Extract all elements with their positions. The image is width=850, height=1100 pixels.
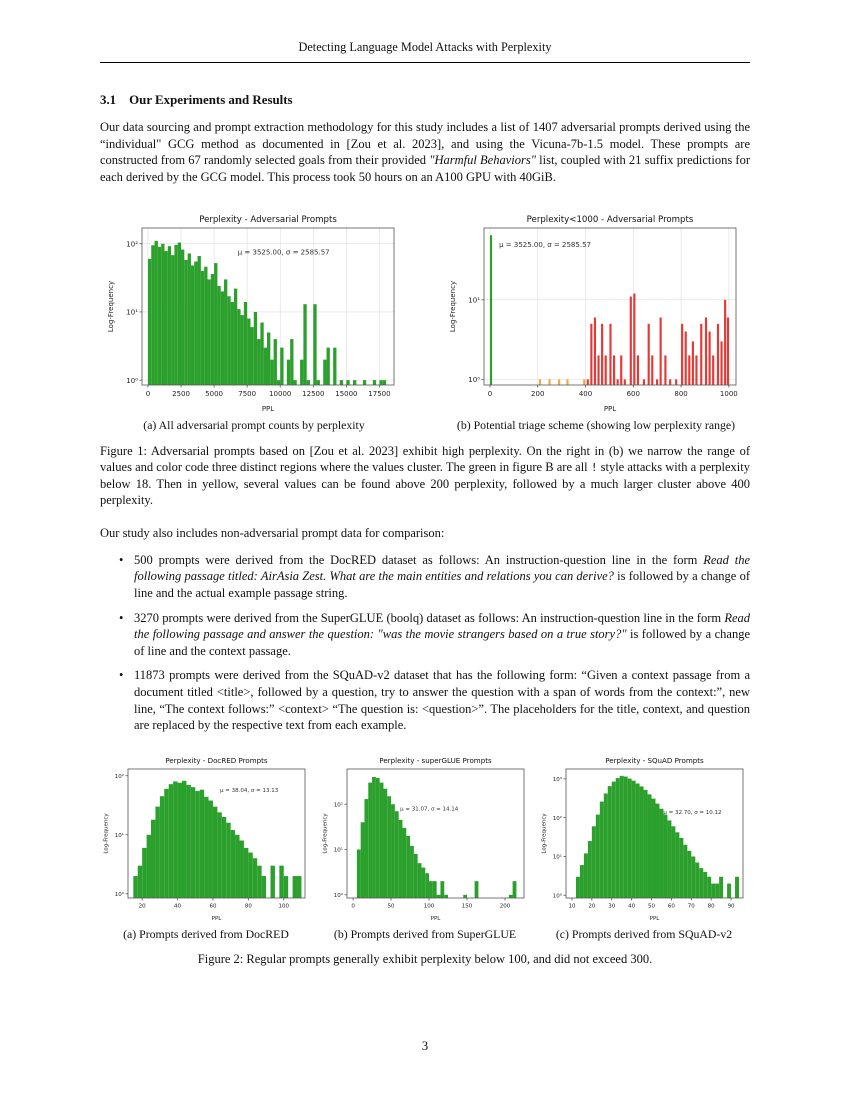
svg-text:800: 800 — [674, 389, 688, 398]
figure2a-subfigure — [100, 754, 312, 942]
svg-text:μ = 31.07, σ = 14.14: μ = 31.07, σ = 14.14 — [400, 806, 459, 813]
svg-text:1000: 1000 — [719, 389, 738, 398]
intro-italic: "Harmful Behaviors" — [429, 153, 536, 168]
figure-2 — [100, 754, 750, 967]
svg-text:10²: 10² — [333, 802, 343, 809]
figure1a-histogram — [104, 208, 404, 413]
svg-text:10²: 10² — [114, 773, 124, 780]
svg-text:90: 90 — [727, 903, 735, 910]
section-heading — [100, 93, 750, 108]
svg-text:7500: 7500 — [238, 389, 257, 398]
bullet-docred-text-2: is followed by a change of line and the actual example passage string. — [134, 569, 750, 600]
svg-text:5000: 5000 — [205, 389, 224, 398]
figure1-caption-text-2: style attacks with a perplexity below 18. Then in yellow, several values can be found above 200 perplexity, followed by a much larger cluster above 400 perplexity. — [100, 460, 751, 508]
histogram-svg — [319, 754, 531, 922]
bullet-docred-italic: Read the following passage titled: AirAsia Zest. What are the main entities and relations you can derive? — [134, 552, 750, 584]
svg-text:10²: 10² — [552, 815, 562, 822]
svg-text:200: 200 — [499, 903, 511, 910]
histogram-svg — [100, 754, 312, 922]
bullet-superglue-text-2: is followed by a change of line and the context passage. — [134, 627, 750, 658]
svg-text:Log-Frequency: Log-Frequency — [107, 280, 115, 332]
svg-text:600: 600 — [626, 389, 640, 398]
svg-text:10¹: 10¹ — [114, 832, 124, 839]
figure-1 — [100, 208, 750, 510]
section-title: Our Experiments and Results — [129, 93, 293, 107]
figure1-caption-text-1: Figure 1: Adversarial prompts based on [Zou et al. 2023] exhibit high perplexity. On the right in (b) we narrow the range of values and color code three distinct regions where the values cluster. The green in figure B are all — [100, 443, 750, 475]
svg-text:PPL: PPL — [261, 404, 275, 413]
svg-text:10³: 10³ — [552, 776, 562, 783]
svg-text:0: 0 — [145, 389, 151, 398]
svg-text:40: 40 — [628, 903, 636, 910]
figure1-row — [100, 208, 750, 433]
svg-text:10¹: 10¹ — [126, 308, 138, 317]
figure1-caption — [100, 443, 750, 510]
figure1b-subfigure — [446, 208, 746, 433]
svg-text:30: 30 — [608, 903, 616, 910]
figure1-caption-code: ! — [590, 461, 598, 475]
figure2a-subcaption: (a) Prompts derived from DocRED — [123, 926, 289, 941]
svg-text:Perplexity - DocRED Prompts: Perplexity - DocRED Prompts — [165, 755, 268, 765]
svg-text:0: 0 — [487, 389, 493, 398]
svg-text:μ = 3525.00, σ = 2585.57: μ = 3525.00, σ = 2585.57 — [237, 248, 330, 257]
intro-text-1: Our data sourcing and prompt extraction methodology for this study includes a list of 1407 adversarial prompts derived using the “individual" GCG method as documented in [Zou et al. 2023], and using the Vicuna-7b-1.5 model. These prompts are constructed from 67 randomly selected goals from their provided — [100, 120, 750, 168]
bullet-docred-text-1: 500 prompts were derived from the DocRED dataset as follows: An instruction-question line in the form — [134, 552, 704, 567]
svg-text:PPL: PPL — [649, 915, 660, 922]
bullet-squad — [134, 667, 750, 734]
histogram-svg — [446, 208, 746, 413]
figure2a-histogram — [100, 754, 312, 922]
figure1b-histogram — [446, 208, 746, 413]
svg-text:80: 80 — [707, 903, 715, 910]
section-number: 3.1 — [100, 93, 117, 107]
svg-text:80: 80 — [244, 903, 252, 910]
svg-text:Log-Frequency: Log-Frequency — [541, 813, 548, 854]
running-head-text: Detecting Language Model Attacks with Perplexity — [298, 40, 552, 54]
svg-text:Perplexity - superGLUE Prompts: Perplexity - superGLUE Prompts — [379, 755, 492, 765]
comparison-lead: Our study also includes non-adversarial prompt data for comparison: — [100, 526, 445, 540]
svg-text:40: 40 — [174, 903, 182, 910]
svg-text:PPL: PPL — [603, 404, 617, 413]
svg-text:20: 20 — [588, 903, 596, 910]
svg-text:10⁰: 10⁰ — [552, 893, 562, 900]
svg-text:10⁰: 10⁰ — [126, 376, 138, 385]
figure2b-subcaption: (b) Prompts derived from SuperGLUE — [333, 926, 517, 941]
svg-text:Perplexity<1000 - Adversarial: Perplexity<1000 - Adversarial Prompts — [526, 214, 694, 225]
svg-text:150: 150 — [461, 903, 473, 910]
svg-text:400: 400 — [578, 389, 593, 398]
bullet-squad-text-1: 11873 prompts were derived from the SQuAD-v2 dataset that has the following form: “Given a context passage from a document titled <title>, followed by a question, try to answer the question with a span of words from the context:”, new line, “The context follows:” <context> “The question is: <question>”. The placeholders for the title, context, and question are replaced by the respective text from each example. — [134, 668, 750, 733]
svg-text:Perplexity - SQuAD Prompts: Perplexity - SQuAD Prompts — [605, 755, 704, 765]
svg-text:10¹: 10¹ — [468, 295, 480, 304]
histogram-svg — [104, 208, 404, 413]
svg-text:μ = 32.70, σ = 10.12: μ = 32.70, σ = 10.12 — [663, 810, 722, 817]
svg-text:10⁰: 10⁰ — [333, 892, 343, 899]
figure2-caption: Figure 2: Regular prompts generally exhibit perplexity below 100, and did not exceed 300. — [197, 951, 653, 966]
svg-text:2500: 2500 — [172, 389, 190, 398]
svg-text:50: 50 — [387, 903, 395, 910]
bullet-docred — [134, 552, 750, 602]
figure2c-subcaption: (c) Prompts derived from SQuAD-v2 — [555, 926, 733, 941]
svg-text:100: 100 — [278, 903, 290, 910]
svg-text:200: 200 — [531, 389, 545, 398]
svg-text:50: 50 — [648, 903, 656, 910]
svg-text:15000: 15000 — [335, 389, 358, 398]
figure2c-subfigure — [538, 754, 750, 942]
svg-text:Log-Frequency: Log-Frequency — [322, 813, 329, 854]
svg-text:70: 70 — [687, 903, 695, 910]
bullet-superglue-text-1: 3270 prompts were derived from the SuperGLUE (boolq) dataset as follows: An instruction-question line in the form — [134, 610, 725, 625]
intro-paragraph — [100, 119, 750, 186]
bullet-superglue-italic: Read the following passage and answer the question: "was the movie strangers based on a true story?" — [134, 610, 750, 642]
svg-text:PPL: PPL — [211, 915, 222, 922]
intro-text-2: list, coupled with 21 suffix predictions for each derived by the GCG model. This process took 50 hours on an A100 GPU with 40GiB. — [100, 153, 750, 184]
svg-text:10¹: 10¹ — [552, 854, 562, 861]
figure2c-histogram — [538, 754, 750, 922]
svg-text:20: 20 — [138, 903, 146, 910]
svg-text:60: 60 — [209, 903, 217, 910]
svg-text:17500: 17500 — [368, 389, 391, 398]
svg-text:PPL: PPL — [430, 915, 441, 922]
svg-text:10⁰: 10⁰ — [468, 375, 480, 384]
figure2b-subfigure — [319, 754, 531, 942]
svg-text:Log-Frequency: Log-Frequency — [103, 813, 110, 854]
figure1a-subfigure — [104, 208, 404, 433]
figure2-row — [100, 754, 750, 942]
svg-text:10: 10 — [568, 903, 576, 910]
svg-text:12500: 12500 — [302, 389, 325, 398]
histogram-svg — [538, 754, 750, 922]
svg-text:10²: 10² — [126, 239, 138, 248]
figure1a-subcaption: (a) All adversarial prompt counts by perplexity — [143, 417, 365, 432]
svg-text:Log-Frequency: Log-Frequency — [449, 280, 457, 332]
svg-text:μ = 3525.00, σ = 2585.57: μ = 3525.00, σ = 2585.57 — [499, 240, 591, 249]
svg-text:0: 0 — [351, 903, 355, 910]
running-head — [100, 40, 750, 63]
svg-text:Perplexity - Adversarial Promp: Perplexity - Adversarial Prompts — [199, 214, 337, 225]
svg-text:10⁰: 10⁰ — [114, 891, 124, 898]
svg-text:μ = 38.04, σ = 13.13: μ = 38.04, σ = 13.13 — [220, 788, 279, 795]
svg-text:60: 60 — [667, 903, 675, 910]
page-number: 3 — [421, 1039, 429, 1053]
svg-text:10¹: 10¹ — [333, 847, 343, 854]
figure1b-subcaption: (b) Potential triage scheme (showing low perplexity range) — [456, 417, 736, 432]
figure2b-histogram — [319, 754, 531, 922]
comparison-list — [100, 552, 750, 734]
svg-text:100: 100 — [423, 903, 435, 910]
svg-text:10000: 10000 — [269, 389, 292, 398]
bullet-superglue — [134, 610, 750, 660]
